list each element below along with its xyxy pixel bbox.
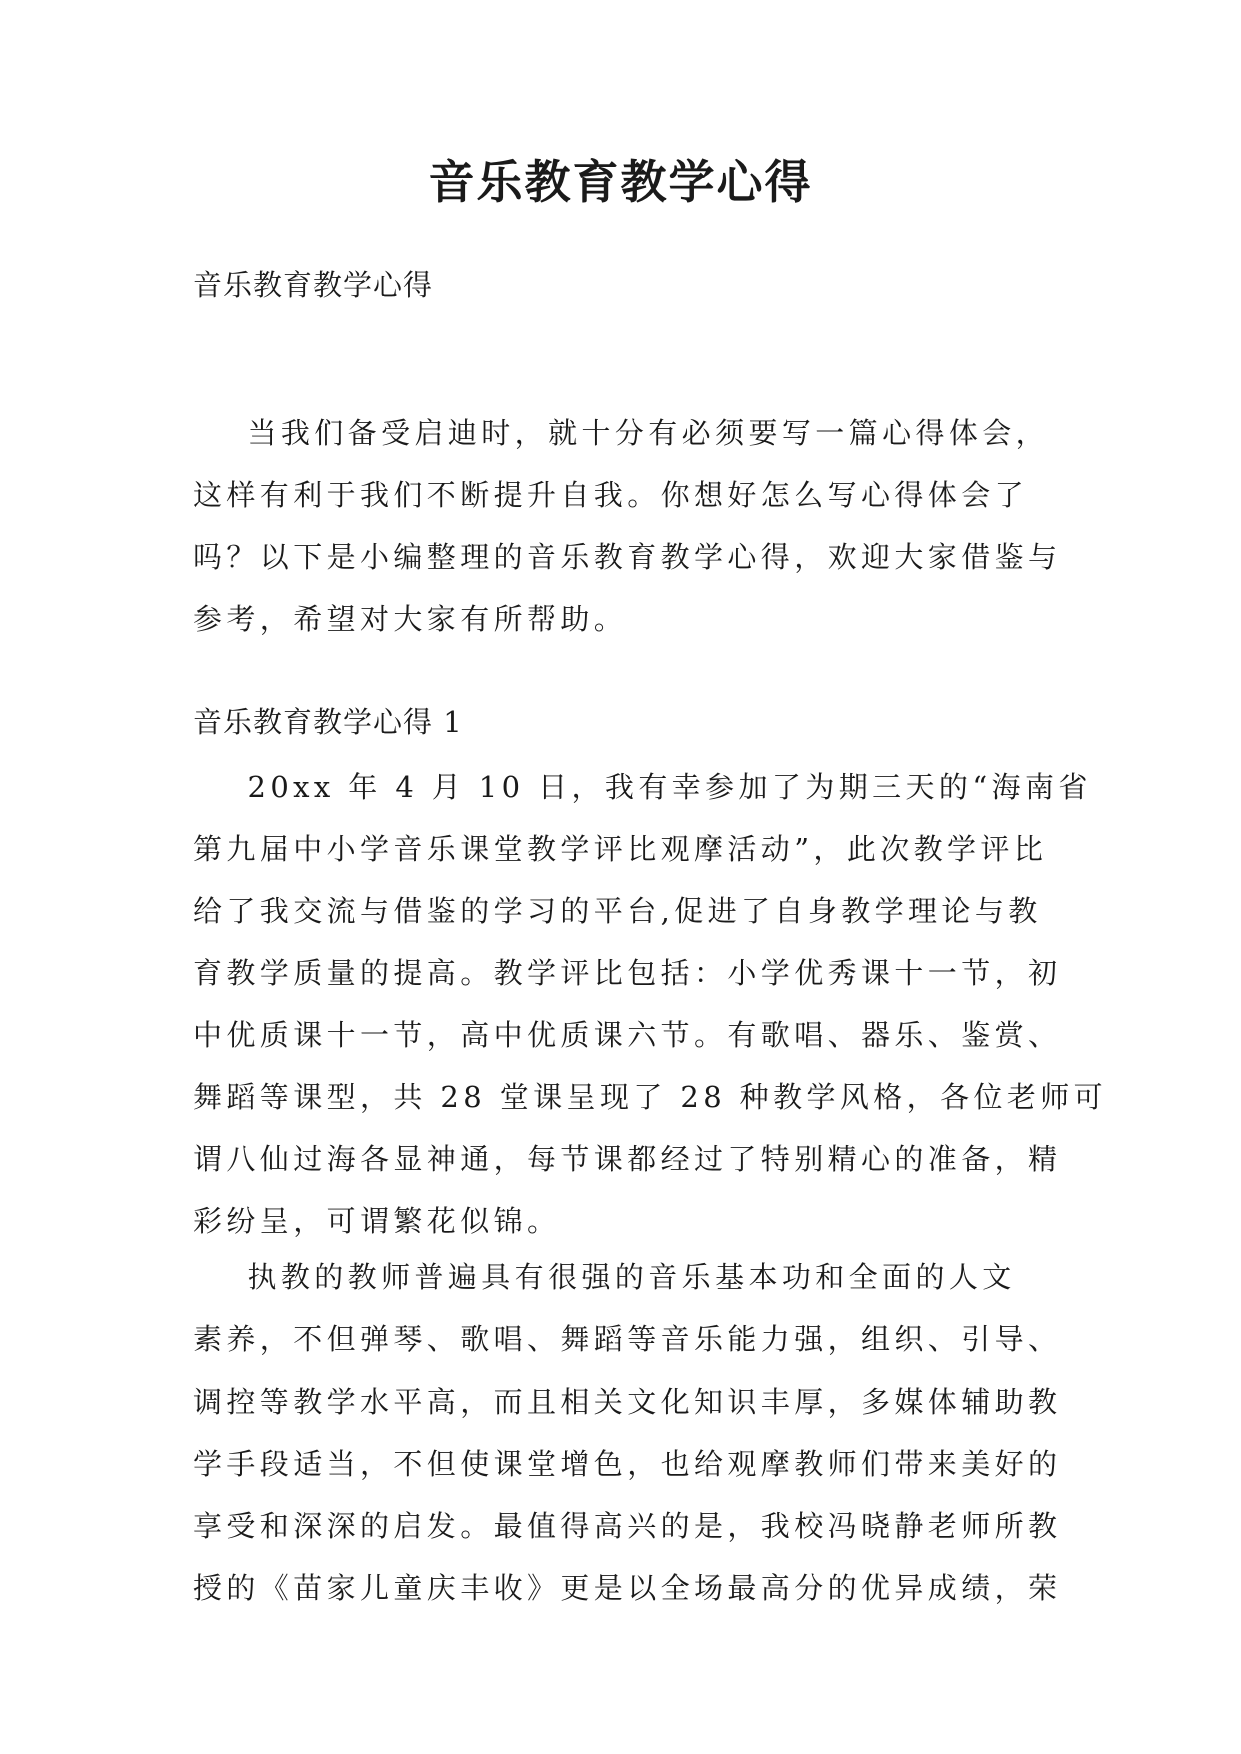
intro-line: 吗？以下是小编整理的音乐教育教学心得，欢迎大家借鉴与 (193, 540, 1062, 574)
section1-line: 舞蹈等课型，共 28 堂课呈现了 28 种教学风格，各位老师可 (193, 1080, 1108, 1114)
intro-line: 当我们备受启迪时，就十分有必须要写一篇心得体会， (193, 416, 1050, 450)
document-title: 音乐教育教学心得 (428, 155, 813, 209)
section-heading: 音乐教育教学心得 1 (193, 705, 463, 739)
intro-line: 这样有利于我们不断提升自我。你想好怎么写心得体会了 (193, 478, 1029, 512)
section2-line: 学手段适当，不但使课堂增色，也给观摩教师们带来美好的 (193, 1446, 1062, 1481)
section1-line: 中优质课十一节，高中优质课六节。有歌唱、器乐、鉴赏、 (193, 1018, 1062, 1052)
section2-line: 执教的教师普遍具有很强的音乐基本功和全面的人文 (193, 1260, 1016, 1294)
section1-line: 20xx 年 4 月 10 日，我有幸参加了为期三天的“海南省 (193, 770, 1092, 804)
section1-line: 育教学质量的提高。教学评比包括：小学优秀课十一节，初 (193, 956, 1062, 990)
section2-line: 授的《苗家儿童庆丰收》更是以全场最高分的优异成绩，荣 (193, 1571, 1062, 1606)
intro-paragraph (193, 402, 1073, 650)
document-subtitle: 音乐教育教学心得 (193, 268, 434, 302)
section1-line: 第九届中小学音乐课堂教学评比观摩活动”，此次教学评比 (193, 832, 1048, 866)
section1-line: 彩纷呈，可谓繁花似锦。 (193, 1204, 561, 1238)
section2-paragraph (193, 1246, 1073, 1620)
section1-line: 给了我交流与借鉴的学习的平台,促进了自身教学理论与教 (193, 894, 1042, 928)
section1-line: 谓八仙过海各显神通，每节课都经过了特别精心的准备，精 (193, 1142, 1062, 1176)
section2-line: 调控等教学水平高，而且相关文化知识丰厚，多媒体辅助教 (193, 1384, 1062, 1419)
section1-paragraph (193, 756, 1108, 1252)
intro-line: 参考，希望对大家有所帮助。 (193, 602, 628, 636)
section2-line: 享受和深深的启发。最值得高兴的是，我校冯晓静老师所教 (193, 1509, 1062, 1544)
section2-line: 素养，不但弹琴、歌唱、舞蹈等音乐能力强，组织、引导、 (193, 1322, 1062, 1357)
